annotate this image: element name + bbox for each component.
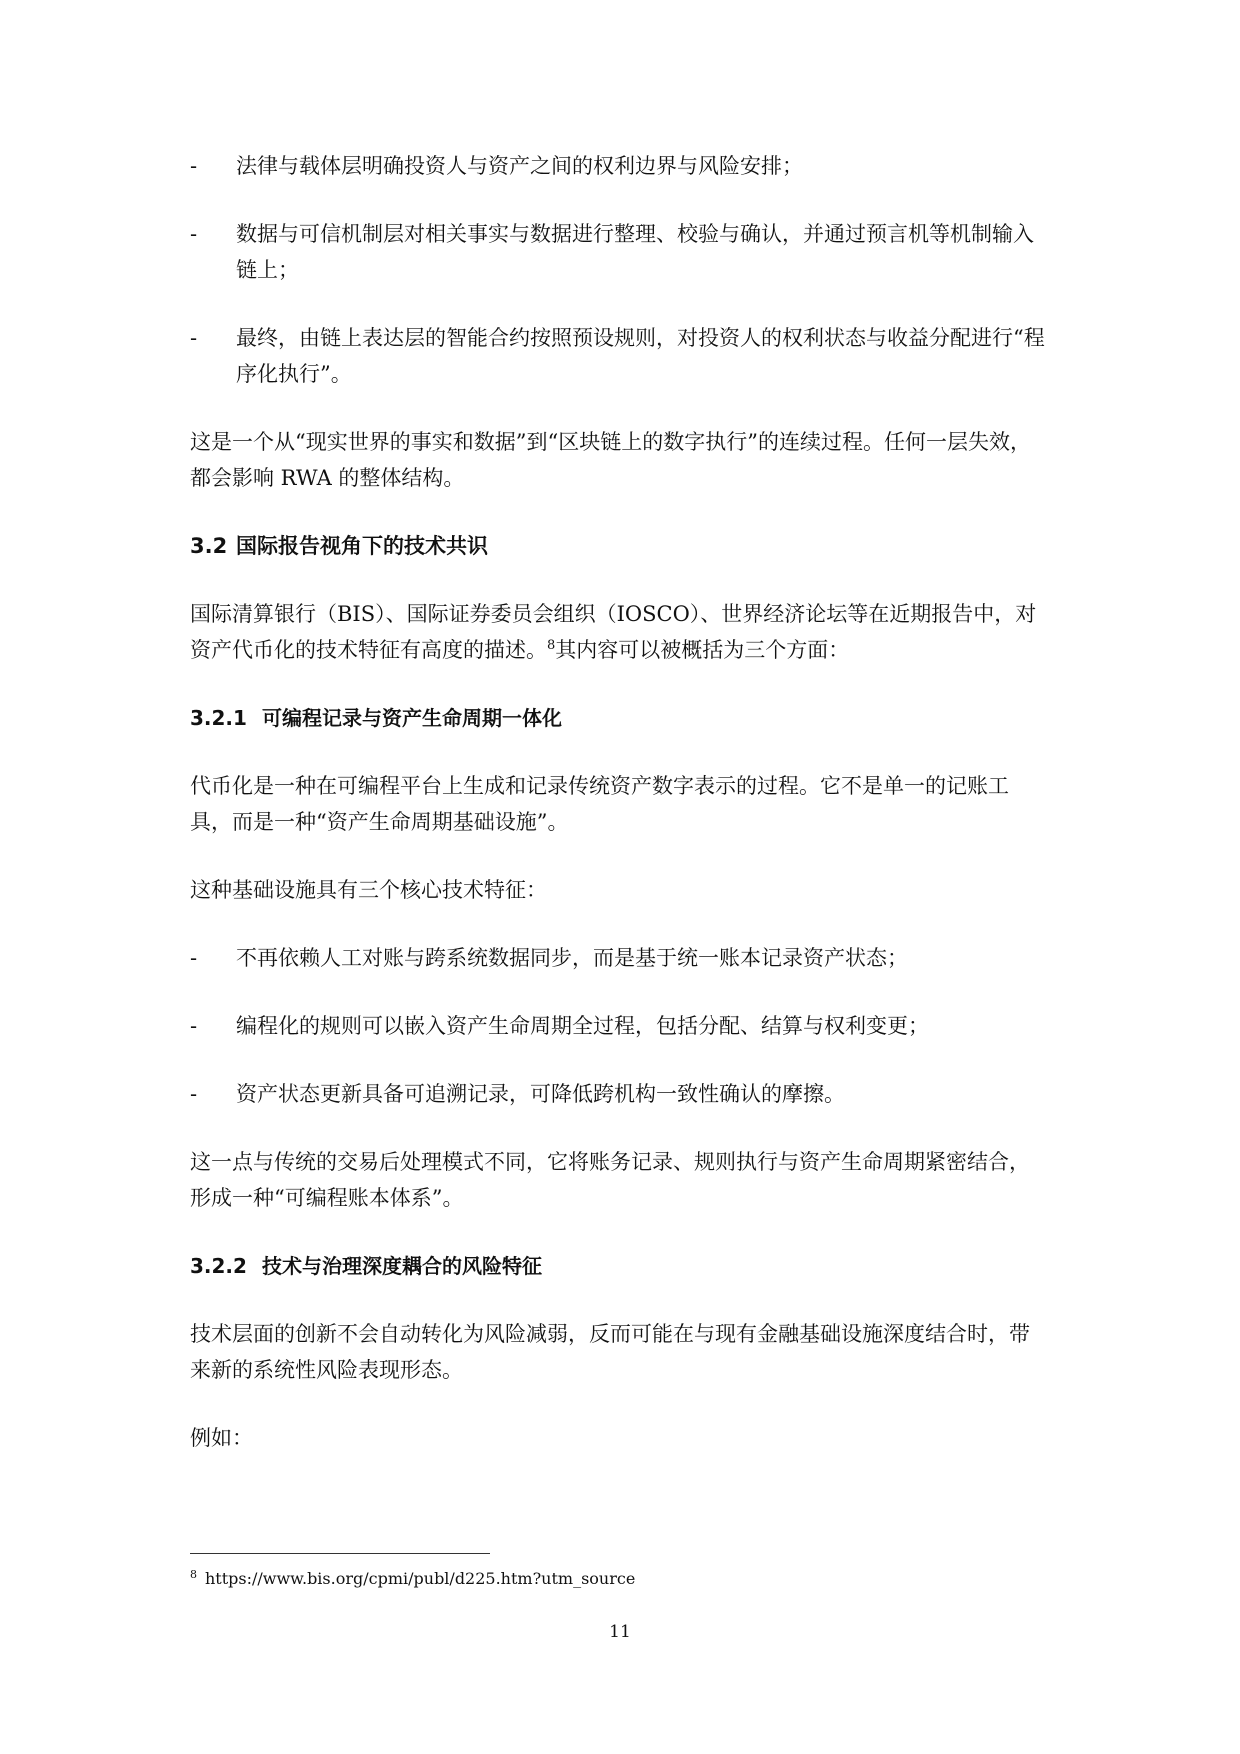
bullet-text: 资产状态更新具备可追溯记录，可降低跨机构一致性确认的摩擦。	[236, 1082, 845, 1106]
bullet-text: 编程化的规则可以嵌入资产生命周期全过程，包括分配、结算与权利变更；	[236, 1014, 929, 1038]
bullet-item	[190, 1076, 1050, 1112]
footnote-divider	[190, 1553, 490, 1554]
bullet-item	[190, 1008, 1050, 1044]
paragraph-text: 其内容可以被概括为三个方面：	[555, 638, 850, 662]
section-heading-3-2-2	[190, 1248, 1050, 1284]
footnote	[190, 1568, 635, 1590]
bullet-dash: -	[190, 1014, 198, 1038]
bullet-text: 法律与载体层明确投资人与资产之间的权利边界与风险安排；	[236, 154, 803, 178]
bullet-dash: -	[190, 1082, 198, 1106]
section-title: 可编程记录与资产生命周期一体化	[262, 706, 562, 730]
paragraph-programmable-ledger: 这一点与传统的交易后处理模式不同，它将账务记录、规则执行与资产生命周期紧密结合，形成一种“可编程账本体系”。	[190, 1150, 1030, 1210]
paragraph-text: 国际清算银行（BIS）、国际证券委员会组织（IOSCO）、世界经济论坛等在近期报告中，对资产代币化的技术特征有高度的描述。	[190, 602, 1037, 662]
paragraph-example: 例如：	[190, 1426, 253, 1450]
page-content	[190, 148, 1050, 1488]
bullet-text: 不再依赖人工对账与跨系统数据同步，而是基于统一账本记录资产状态；	[236, 946, 908, 970]
page-number: 11	[609, 1622, 631, 1642]
bullet-item	[190, 216, 1050, 288]
bullet-text: 最终，由链上表达层的智能合约按照预设规则，对投资人的权利状态与收益分配进行“程序化执行”。	[236, 326, 1045, 386]
section-number: 3.2.2	[190, 1254, 247, 1278]
paragraph-tokenization: 代币化是一种在可编程平台上生成和记录传统资产数字表示的过程。它不是单一的记账工具，而是一种“资产生命周期基础设施”。	[190, 774, 1009, 834]
paragraph-features-intro: 这种基础设施具有三个核心技术特征：	[190, 878, 547, 902]
section-number: 3.2	[190, 534, 228, 558]
bullet-text: 数据与可信机制层对相关事实与数据进行整理、校验与确认，并通过预言机等机制输入链上；	[236, 222, 1034, 282]
section-title: 技术与治理深度耦合的风险特征	[262, 1254, 542, 1278]
section-title: 国际报告视角下的技术共识	[236, 534, 488, 558]
bullet-dash: -	[190, 946, 198, 970]
bullet-dash: -	[190, 154, 198, 178]
paragraph-risk: 技术层面的创新不会自动转化为风险减弱，反而可能在与现有金融基础设施深度结合时，带来新的系统性风险表现形态。	[190, 1322, 1030, 1382]
footnote-reference[interactable]: 8	[547, 638, 556, 653]
section-heading-3-2	[190, 528, 1050, 564]
section-number: 3.2.1	[190, 706, 247, 730]
section-heading-3-2-1	[190, 700, 1050, 736]
footnote-marker: 8	[190, 1567, 197, 1581]
bullet-dash: -	[190, 222, 198, 246]
bullet-item	[190, 148, 1050, 184]
bullet-dash: -	[190, 326, 198, 350]
bullet-item	[190, 320, 1050, 392]
bullet-item	[190, 940, 1050, 976]
paragraph-international-reports	[190, 596, 1050, 668]
footnote-link[interactable]: https://www.bis.org/cpmi/publ/d225.htm?utm_source	[205, 1569, 636, 1588]
paragraph-continuous-process: 这是一个从“现实世界的事实和数据”到“区块链上的数字执行”的连续过程。任何一层失效，都会影响 RWA 的整体结构。	[190, 430, 1031, 490]
